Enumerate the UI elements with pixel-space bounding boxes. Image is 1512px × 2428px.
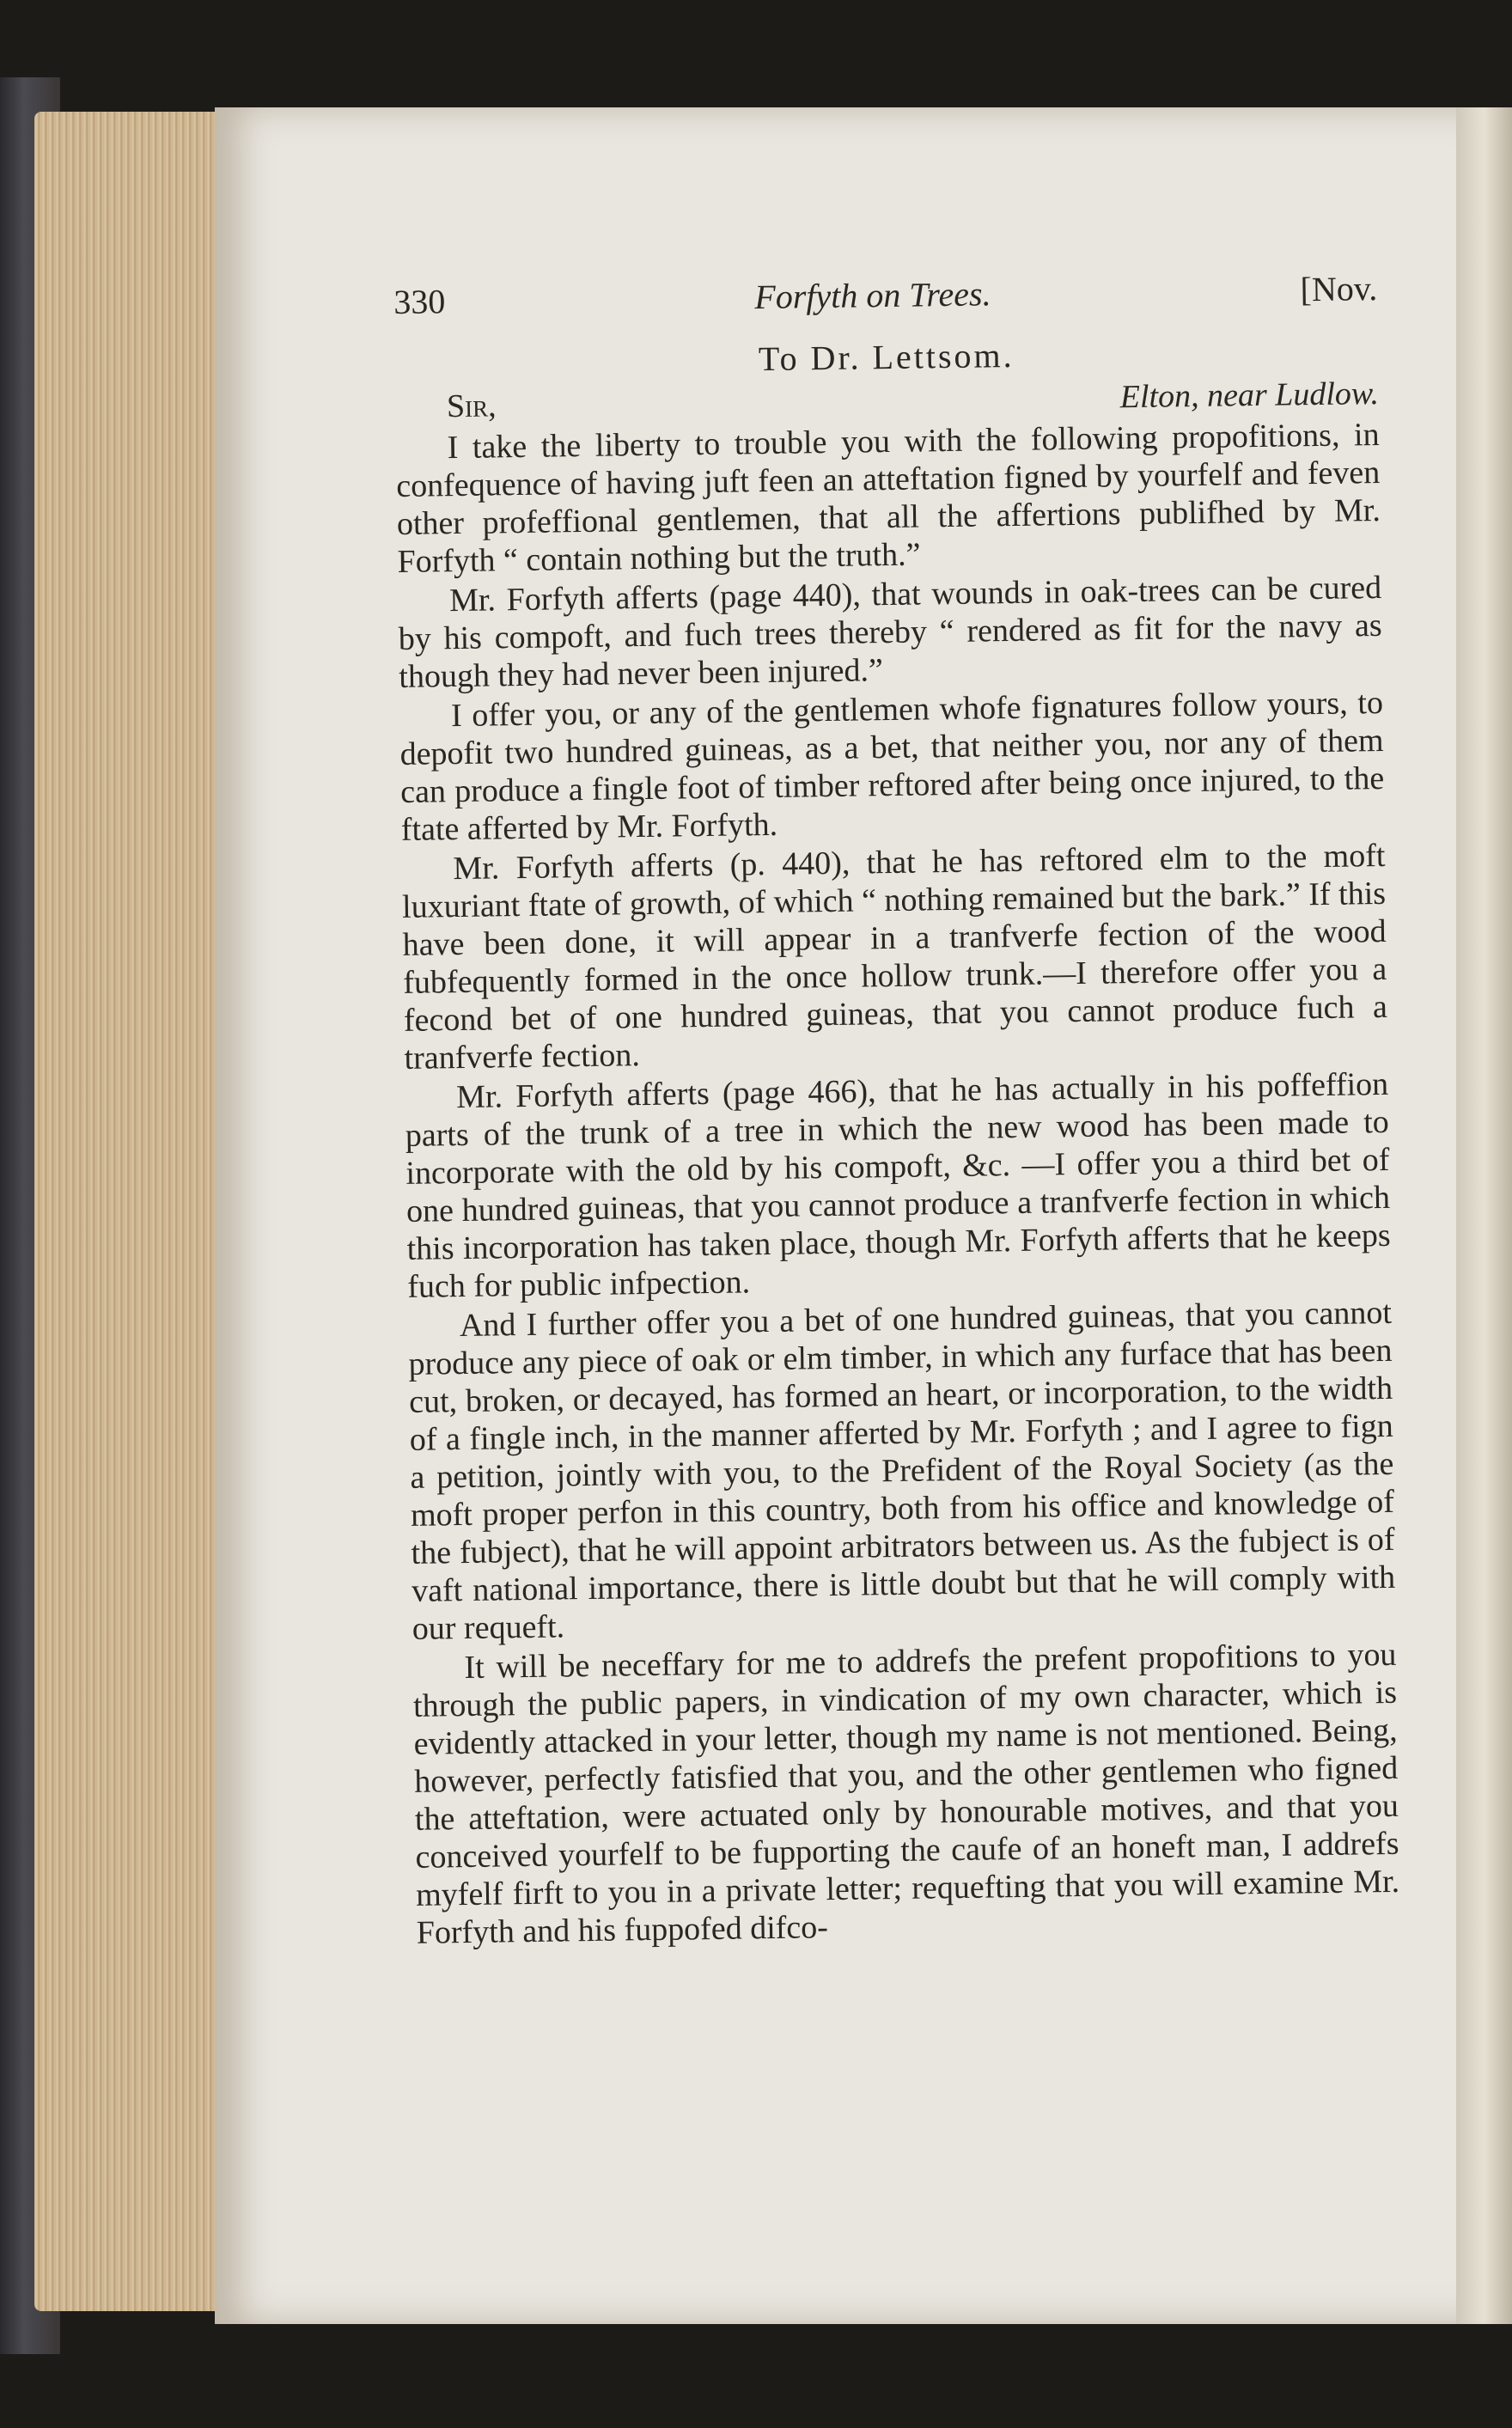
facing-page-edge — [1456, 107, 1512, 2324]
page-edges — [34, 112, 232, 2311]
letter-place: Elton, near Ludlow. — [1119, 375, 1380, 416]
paragraph-5: Mr. Forfyth afferts (page 466), that he has actually in his poffeffion parts of the trunk of a tree in which the new wood has been made to incorporate with the old by his compoft, &c. —I offer you a third bet of one hundred guineas, that you cannot produce a tranfverfe fection in which this incorporation has taken place, though Mr. Forfyth afferts that he keeps fuch for public infpection. — [405, 1065, 1391, 1305]
salutation: Sir, — [446, 387, 497, 425]
paragraph-1: I take the liberty to trouble you with the following propofitions, in confequence of having juft feen an atteftation figned by yourfelf and feven other profeffional gentlemen, that all the affertions publifhed by Mr. Forfyth “ contain nothing but the truth.” — [396, 416, 1381, 580]
page-text — [393, 270, 1400, 1954]
paragraph-4: Mr. Forfyth afferts (p. 440), that he has reftored elm to the moft luxuriant ftate of growth, of which “ nothing remained but the bark.” If this have been done, it will appear in a tranfverfe fection of the wood fubfequently formed in the once hollow trunk.—I therefore offer you a fecond bet of one hundred guineas, that you cannot produce fuch a tranfverfe fection. — [401, 837, 1388, 1077]
paragraph-6: And I further offer you a bet of one hundred guineas, that you cannot produce any piece of oak or elm timber, in which any furface that has been cut, broken, or decayed, has formed an heart, or incorporation, to the width of a fingle inch, in the manner afferted by Mr. Forfyth ; and I agree to fign a petition, jointly with you, to the Prefident of the Royal Society (as the moft proper perfon in this country, both from his office and knowledge of the fubject), that he will appoint arbitrators between us. As the fubject is of vaft national importance, there is little doubt but that he will comply with our requeft. — [408, 1294, 1396, 1647]
paragraph-2: Mr. Forfyth afferts (page 440), that wounds in oak-trees can be cured by his compoft, and fuch trees thereby “ rendered as fit for the navy as though they had never been injured.” — [398, 569, 1382, 695]
running-month: [Nov. — [1300, 269, 1378, 309]
paragraph-3: I offer you, or any of the gentlemen whofe fignatures follow yours, to depofit two hundred guineas, as a bet, that neither you, nor any of them can produce a fingle foot of timber reftored after being once injured, to the ftate afferted by Mr. Forfyth. — [399, 684, 1385, 848]
paragraph-7: It will be neceffary for me to addrefs the prefent propofitions to you through the public papers, in vindication of my own character, which is evidently attacked in your letter, though my name is not mentioned. Being, however, perfectly fatisfied that you, and the other gentlemen who figned the atteftation, were actuated only by honourable motives, and that you conceived yourfelf to be fupporting the caufe of an honeft man, I addrefs myfelf firft to you in a private letter; requefting that you will examine Mr. Forfyth and his fuppofed difco- — [412, 1636, 1400, 1951]
running-title: Forfyth on Trees. — [754, 274, 991, 317]
letter-addressee: To Dr. Lettsom. — [758, 335, 1015, 379]
page-number: 330 — [393, 282, 446, 321]
